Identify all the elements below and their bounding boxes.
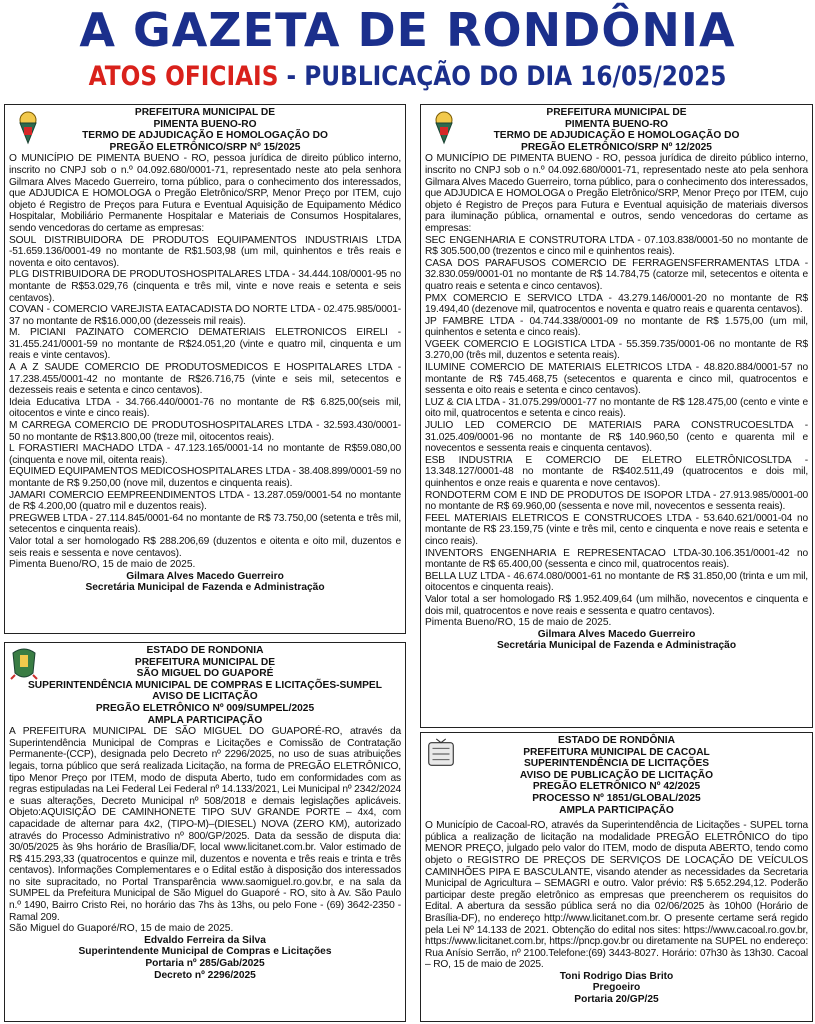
header-line: PIMENTA BUENO-RO (153, 118, 257, 130)
notice-date: Pimenta Bueno/RO, 15 de maio de 2025. (425, 617, 612, 629)
notice-paragraph: O Município de Cacoal-RO, através da Superintendência de Licitações - SUPEL torna pública a realização de licitação na modalidade PREGÃO ELETRÔNICO do tipo MENOR PREÇO, julgado pelo valor do ITEM, modo de disputa ABERTO, tendo como objeto o REGISTRO DE PREÇOS DE SERVIÇOS DE LOCAÇÃO DE VEÍCULOS CAMINHÕES PIPA E BASCULANTE, visando atender as necessidades da Secretaria Municipal de Agricultura – SEMAGRI e outro. Valor prévio: R$ 5.652.294,12. Poderão participar deste pregão eletrônico as empresas que preencherem os requisitos do Edital. A abertura da sessão pública será no dia 02/06/2025 às 10h00 (Horário de Brasília-DF), no endereço http://www.licitanet.com.br. O presente certame será regido pela Lei Nº 14.133 de 2021. Obtenção do edital nos sites: https://www.cacoal.ro.gov.br, https://www.licitanet.com.br, https://pncp.gov.br ou diretamente na SUPEL no endereço: Rua Anísio Serrão, nº 2100.Telefone:(69) 3443-8027. Horário: 07h30 às 13h30. Cacoal – RO, 15 de maio de 2025. (425, 820, 808, 971)
header-line: ESTADO DE RONDONIA (146, 645, 264, 656)
atos-oficiais-label: ATOS OFICIAIS (88, 61, 279, 92)
list-item: M. PICIANI PAZINATO COMERCIO DEMATERIAIS ELETRONICOS EIRELI - 31.455.241/0001-59 no montante de R$24.051,20 (vinte e quatro mil, cinquenta e um reais e vinte centavos). (9, 327, 401, 362)
notice-pimenta-bueno-12 (420, 104, 813, 728)
notice-body (5, 153, 405, 559)
signatory-ordinance: Portaria 20/GP/25 (574, 994, 659, 1006)
list-item: CASA DOS PARAFUSOS COMERCIO DE FERRAGENSFERRAMENTAS LTDA - 32.830.059/0001-01 no montante de R$ 14.784,75 (catorze mil, setecentos e oitenta e quatro reais e setenta e cinco centavos). (425, 257, 808, 292)
signatory-name: Toni Rodrigo Dias Brito (559, 970, 674, 982)
signatory-ordinance: Portaria nº 285/Gab/2025 (145, 958, 265, 970)
list-item: PREGWEB LTDA - 27.114.845/0001-64 no montante de R$ 73.750,00 (setenta e três mil, setecentos e cinquenta reais). (9, 512, 401, 536)
list-item: PMX COMERCIO E SERVICO LTDA - 43.279.146/0001-20 no montante de R$ 19.494,40 (dezenove mil, quatrocentos e noventa e quatro reais e quarenta centavos). (425, 292, 808, 316)
list-item: L FORASTIERI MACHADO LTDA - 47.123.165/0001-14 no montante de R$59.080,00 (cinquenta e nove mil, oitenta reais). (9, 443, 401, 466)
list-item: PLG DISTRIBUIDORA DE PRODUTOSHOSPITALARES LTDA - 34.444.108/0001-95 no montante de R$53.029,76 (cinquenta e três mil, vinte e nove reais e setenta e seis centavos). (9, 269, 401, 304)
list-item: M CARREGA COMERCIO DE PRODUTOSHOSPITALARES LTDA - 32.593.430/0001-50 no montante de R$13.800,00 (treze mil, oitocentos reais). (9, 420, 401, 443)
header-line: AMPLA PARTICIPAÇÃO (147, 714, 263, 726)
header-line: PREFEITURA MUNICIPAL DE (546, 107, 687, 118)
notice-header (421, 733, 812, 816)
signatory-decree: Decreto nº 2296/2025 (154, 969, 256, 981)
header-line: SUPERINTENDÊNCIA MUNICIPAL DE COMPRAS E LICITAÇÕES-SUMPEL (28, 679, 382, 691)
header-line: SUPERINTENDÊNCIA DE LICITAÇÕES (523, 758, 710, 770)
signatory-role: Secretária Municipal de Fazenda e Administração (85, 582, 325, 594)
list-item: SEC ENGENHARIA E CONSTRUTORA LTDA - 07.103.838/0001-50 no montante de R$ 305.500,00 (trezentos e cinco mil e quinhentos reais). (425, 234, 808, 258)
header-line: PREGÃO ELETRÔNICO/SRP Nº 15/2025 (109, 141, 301, 153)
header-line: TERMO DE ADJUDICAÇÃO E HOMOLOGAÇÃO DO (493, 130, 740, 142)
signatory-name: Gilmara Alves Macedo Guerreiro (537, 628, 696, 640)
notice-sao-miguel-guapore (4, 642, 406, 1022)
signatory-role: Pregoeiro (592, 982, 641, 994)
notice-paragraph: A PREFEITURA MUNICIPAL DE SÃO MIGUEL DO GUAPORÉ-RO, através da Superintendência Municipal de Compras e Licitações e Comissão de Contratação Permanente-(CCP), designada pelo Decreto nº 2296/2025, no uso de suas atribuições legais, torna público que será realizada Licitação, na forma de PREGÃO ELETRÔNICO, tipo Menor Preço por ITEM, modo de disputa Aberto, tudo em conformidades com as regras estipuladas na Lei Federal Lei Federal nº 14.133/2021, Lei Municipal nº 2342/2024 e suas alterações, Decreto Municipal nº 508/2018 e demais legislações aplicáveis. Objeto:AQUISIÇÃO DE CAMINHONETE TIPO SUV GRANDE PORTE – 4x4, com capacidade de alternar para 4x2, (TIPO-M)–(DIESEL) NOVA (ZERO KM), autorizado através do Processo Administrativo nº 800/GP/2025. Data da sessão de disputa dia: 30/05/2025 às 9hs horário de Brasília/DF, local www.licitanet.com.br. Valor estimado de R$ 415.293,33 (quatrocentos e quinze mil, duzentos e noventa e três reais e trinta e três centavos). Informações Complementares e o Edital estão à disposição dos interessados no site supracitado, no Portal Transparência www.saomiguel.ro.gov.br, e na sala da SUMPEL da Prefeitura Municipal de São Miguel do Guaporé - RO, sito à Av. São Paulo n.º 1490, Bairro Cristo Rei, no horário das 7hs às 13hs, ou pelo Fone - (69) 3642-2350 - Ramal 209. (9, 726, 401, 923)
list-item: ILUMINE COMERCIO DE MATERIAIS ELETRICOS LTDA - 48.820.884/0001-57 no montante de R$ 745.468,75 (setecentos e quarenta e cinco mil, quatrocentos e sessenta e oito reais e setenta e cinco centavos). (425, 362, 808, 397)
list-item: RONDOTERM COM E IND DE PRODUTOS DE ISOPOR LTDA - 27.913.985/0001-00 no montante de R$ 69.960,00 (sessenta e nove mil, novecentos e sessenta reais). (425, 489, 808, 513)
notice-header (5, 105, 405, 153)
masthead-title: A GAZETA DE RONDÔNIA (79, 3, 736, 57)
signatory-role: Superintendente Municipal de Compras e Licitações (78, 946, 332, 958)
header-line: AVISO DE PUBLICAÇÃO DE LICITAÇÃO (519, 769, 714, 781)
header-line: ESTADO DE RONDÔNIA (558, 735, 675, 746)
header-line: PREFEITURA MUNICIPAL DE (134, 656, 276, 668)
notice-pimenta-bueno-15 (4, 104, 406, 634)
list-item: JP FAMBRE LTDA - 04.744.338/0001-09 no montante de R$ 1.575,00 (um mil, quinhentos e setenta e cinco reais). (425, 315, 808, 339)
list-item: EQUIMED EQUIPAMENTOS MEDICOSHOSPITALARES LTDA - 38.408.899/0001-59 no montante de R$ 9.250,00 (nove mil, duzentos e cinquenta reais). (9, 466, 401, 489)
list-item: FEEL MATERIAIS ELETRICOS E CONSTRUCOES LTDA - 53.640.621/0001-04 no montante de R$ 23.159,75 (vinte e três mil, cento e cinquenta e nove reais e setenta e cinco reais). (425, 512, 808, 547)
header-line: TERMO DE ADJUDICAÇÃO E HOMOLOGAÇÃO DO (82, 130, 328, 142)
notice-body (5, 726, 405, 923)
list-item: COVAN - COMERCIO VAREJISTA EATACADISTA DO NORTE LTDA - 02.475.985/0001-37 no montante de R$16.000,00 (dezesseis mil reais). (9, 304, 401, 327)
header-line: PREGÃO ELETRÔNICO/SRP Nº 12/2025 (521, 141, 712, 153)
list-item: JULIO LED COMERCIO DE MATERIAIS PARA CONSTRUCOESLTDA - 31.025.409/0001-96 no montante de R$ 140.960,50 (cento e quarenta mil e novecentos e sessenta reais e cinquenta centavos). (425, 420, 808, 455)
notice-header (421, 105, 812, 153)
notice-body (421, 153, 812, 617)
signatory-role: Secretária Municipal de Fazenda e Administração (496, 640, 737, 652)
list-item: LUZ & CIA LTDA - 31.075.299/0001-77 no montante de R$ 128.475,00 (cento e vinte e oito mil, quatrocentos e setenta e cinco reais). (425, 396, 808, 420)
header-line: SÃO MIGUEL DO GUAPORÉ (136, 668, 274, 680)
list-item: SOUL DISTRIBUIDORA DE PRODUTOS EQUIPAMENTOS INDUSTRIAIS LTDA -51.659.136/0001-49 no montante de R$1.503,98 (um mil, quinhentos e três reais e noventa e oito centavos). (9, 234, 401, 269)
notice-header (5, 643, 405, 726)
subtitle-separator: - (278, 61, 305, 92)
list-item: VGEEK COMERCIO E LOGISTICA LTDA - 55.359.735/0001-06 no montante de R$ 3.270,00 (três mil, duzentos e setenta reais). (425, 338, 808, 362)
intro-paragraph: O MUNICÍPIO DE PIMENTA BUENO - RO, pessoa jurídica de direito público interno, inscrito no CNPJ sob o n.º 04.092.680/0001-71, representado neste ato pela senhora Gilmara Alves Macedo Guerreiro, torna público, para o conhecimento dos interessados, que ADJUDICA E HOMOLOGA o Pregão Eletrônico/SRP, Menor Preço por ITEM, cujo objeto é Registro de Preços para Futura e Eventual Aquisição de Equipamento Médico Hospitalar, Mobiliário Permanente Hospitalar e Materiais de Consumos Hospitalares, sendo vencedoras do certame as empresas: (9, 153, 401, 234)
header-line: PREGÃO ELETRÔNICO Nº 009/SUMPEL/2025 (95, 702, 315, 714)
list-item: BELLA LUZ LTDA - 46.674.080/0001-61 no montante de R$ 31.850,00 (trinta e um mil, oitocentos e cinquenta reais). (425, 570, 808, 594)
publication-date-label: PUBLICAÇÃO DO DIA 16/05/2025 (304, 61, 727, 92)
notice-date: São Miguel do Guaporé/RO, 15 de maio de 2025. (9, 923, 234, 935)
signatory-name: Edvaldo Ferreira da Silva (144, 934, 266, 946)
header-line: PIMENTA BUENO-RO (564, 118, 668, 130)
publication-subtitle (57, 60, 758, 94)
intro-paragraph: O MUNICÍPIO DE PIMENTA BUENO - RO, pessoa jurídica de direito público interno, inscrito no CNPJ sob o n.º 04.092.680/0001-71, representado neste ato pela senhora Gilmara Alves Macedo Guerreiro, torna público, para o conhecimento dos interessados, que ADJUDICA E HOMOLOGA o Pregão Eletrônico/SRP, Menor Preço por ITEM, cujo objeto é Registro de Preços para Futura e Eventual aquisição de materiais diversos para iluminação pública, ornamental e outros, sendo vencedoras do certame as empresas: (425, 153, 808, 234)
list-item: INVENTORS ENGENHARIA E REPRESENTACAO LTDA-30.106.351/0001-42 no montante de R$ 65.400,00 (sessenta e cinco mil, quatrocentos reais). (425, 547, 808, 571)
list-item: A A Z SAUDE COMERCIO DE PRODUTOSMEDICOS E HOSPITALARES LTDA - 17.238.455/0001-42 no montante de R$26.716,75 (vinte e seis mil, setecentos e dezesseis reais e setenta e cinco centavos). (9, 362, 401, 397)
header-line: AVISO DE LICITAÇÃO (152, 691, 258, 703)
list-item: JAMARI COMERCIO EEMPREENDIMENTOS LTDA - 13.287.059/0001-54 no montante de R$ 4.200,00 (quatro mil e duzentos reais). (9, 489, 401, 513)
header-line: PREFEITURA MUNICIPAL DE CACOAL (523, 746, 710, 758)
header-line: PREFEITURA MUNICIPAL DE (134, 107, 276, 118)
notice-cacoal (420, 732, 813, 1022)
total-paragraph: Valor total a ser homologado R$ 288.206,69 (duzentos e oitenta e oito mil, duzentos e seis reais e sessenta e nove centavos). (9, 535, 401, 559)
notice-date: Pimenta Bueno/RO, 15 de maio de 2025. (9, 559, 196, 571)
notice-body (421, 816, 812, 971)
signatory-name: Gilmara Alves Macedo Guerreiro (126, 570, 284, 582)
header-line: AMPLA PARTICIPAÇÃO (559, 804, 674, 816)
total-paragraph: Valor total a ser homologado R$ 1.952.409,64 (um milhão, novecentos e cinquenta e dois mil, quatrocentos e nove reais e sessenta e quatro centavos). (425, 593, 808, 617)
list-item: Ideia Educativa LTDA - 34.766.440/0001-76 no montante de R$ 6.825,00(seis mil, oitocentos e vinte e cinco reais). (9, 396, 401, 420)
header-line: PREGÃO ELETRÔNICO Nº 42/2025 (532, 781, 701, 793)
list-item: ESB INDUSTRIA E COMERCIO DE ELETRO ELETRÔNICOSLTDA - 13.348.127/0001-48 no montante de R$402.511,49 (quatrocentos e dois mil, quinhentos e onze reais e quarenta e nove centavos). (425, 454, 808, 489)
header-line: PROCESSO Nº 1851/GLOBAL/2025 (532, 792, 701, 804)
